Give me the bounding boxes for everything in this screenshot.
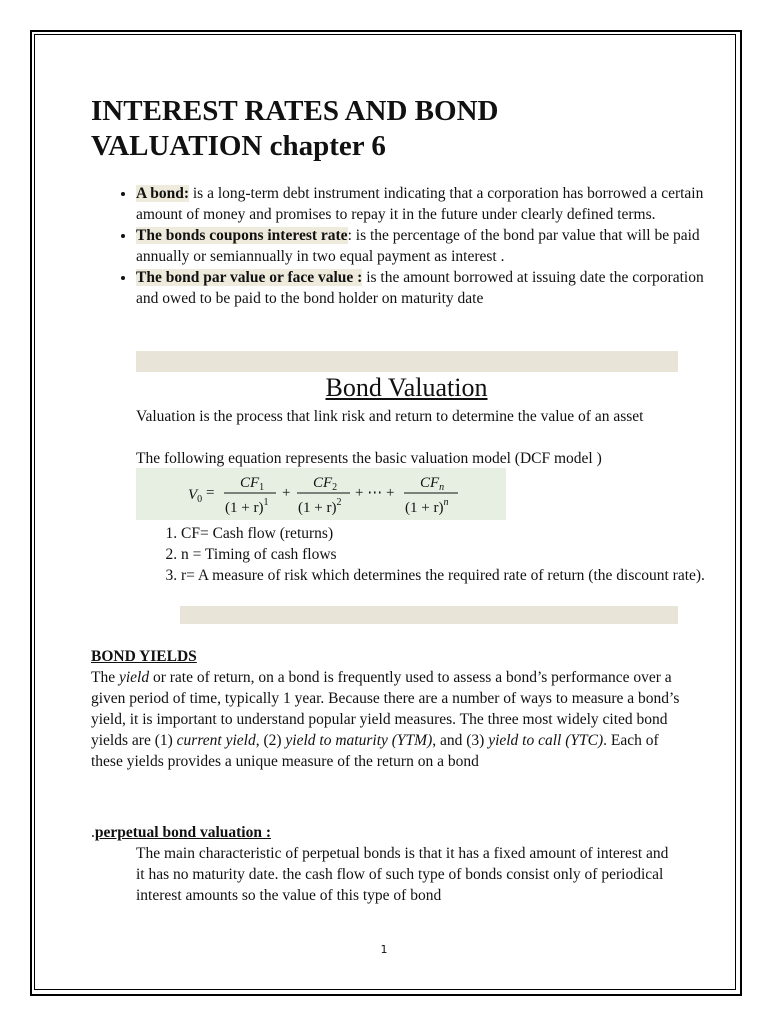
formula-denominator-1: $(1 + r)^1$ — [225, 497, 269, 516]
yields-text: . Each of these yields provides a unique measure of the return on a bond — [91, 732, 659, 770]
dcf-formula — [136, 468, 506, 520]
formula-definitions-list — [136, 523, 731, 586]
formula-numerator-n: $CF_n$ — [420, 475, 445, 493]
valuation-definition: Valuation is the process that link risk and return to determine the value of an asset — [136, 408, 644, 425]
bullet-term: The bonds coupons interest rate — [136, 227, 348, 244]
yields-text: , and (3) — [432, 732, 489, 749]
perpetual-heading: perpetual bond valuation : — [94, 824, 272, 841]
bond-yields-heading: BOND YIELDS — [91, 648, 197, 665]
bullet-term: The bond par value or face value : — [136, 269, 363, 286]
formula-numerator-2: $CF_2$ — [313, 475, 338, 493]
section-heading-bond-valuation: Bond Valuation — [325, 373, 488, 402]
formula-lhs: $V_0$ — [188, 487, 203, 505]
bullet-par-value — [136, 267, 726, 309]
formula-equals: = — [206, 485, 215, 501]
formula-ellipsis: + ⋯ + — [355, 485, 395, 501]
title-line-1: INTEREST RATES AND BOND — [91, 95, 499, 127]
yields-term-ytm: yield to maturity (YTM) — [285, 732, 433, 749]
yields-text: or rate of return, on a bond is frequently used to assess a bond’s performance over a given period of time, typically 1 year. Because there are a number of ways to measure a bond’s yield, it is important to understand popular yield measures. The three most widely cited bond yields are (1) — [91, 669, 680, 749]
definition-bullet-list — [92, 183, 726, 309]
formula-denominator-n: $(1 + r)^n$ — [405, 497, 449, 516]
bullet-bond — [136, 183, 726, 225]
yields-term-yield: yield — [118, 669, 150, 686]
bullet-term: A bond: — [136, 185, 189, 202]
document-title — [91, 94, 651, 164]
bullet-coupon-rate — [136, 225, 726, 267]
definition-n: 2. n = Timing of cash flows — [181, 544, 731, 565]
formula-denominator-2: $(1 + r)^2$ — [298, 497, 342, 516]
valuation-model-intro: The following equation represents the basic valuation model (DCF model ) — [136, 450, 602, 467]
yields-term-current: current yield — [176, 732, 256, 749]
bullet-text: is a long-term debt instrument indicating that a corporation has borrowed a certain amount of money and promises to repay it in the future under clearly defined terms. — [136, 185, 704, 223]
yields-term-ytc: yield to call (YTC) — [488, 732, 604, 749]
bond-yields-section — [91, 646, 686, 772]
page-number: 1 — [380, 943, 388, 956]
bullet-text: : is the percentage of the bond par value that will be paid annually or semiannually in two equal payment as interest . — [136, 227, 700, 265]
bullet-text: is the amount borrowed at issuing date the corporation and owed to be paid to the bond holder on maturity date — [136, 269, 704, 307]
perpetual-prefix: . — [91, 824, 95, 841]
title-line-2: VALUATION chapter 6 — [91, 130, 386, 162]
definition-cf: 1. CF= Cash flow (returns) — [181, 523, 731, 544]
perpetual-heading-line — [91, 822, 686, 843]
definition-r: 3. r= A measure of risk which determines the required rate of return (the discount rate). — [181, 565, 731, 586]
shaded-divider-bar — [136, 351, 678, 372]
formula-numerator-1: $CF_1$ — [240, 475, 265, 493]
shaded-divider-bar-2 — [180, 606, 678, 624]
yields-text: , (2) — [255, 732, 286, 749]
perpetual-text: The main characteristic of perpetual bonds is that it has a fixed amount of interest and it has no maturity date. the cash flow of such type of bonds consist only of periodical interest amounts so the value of this type of bond — [136, 845, 669, 904]
formula-plus: + — [282, 485, 291, 501]
yields-text: The — [91, 669, 119, 686]
